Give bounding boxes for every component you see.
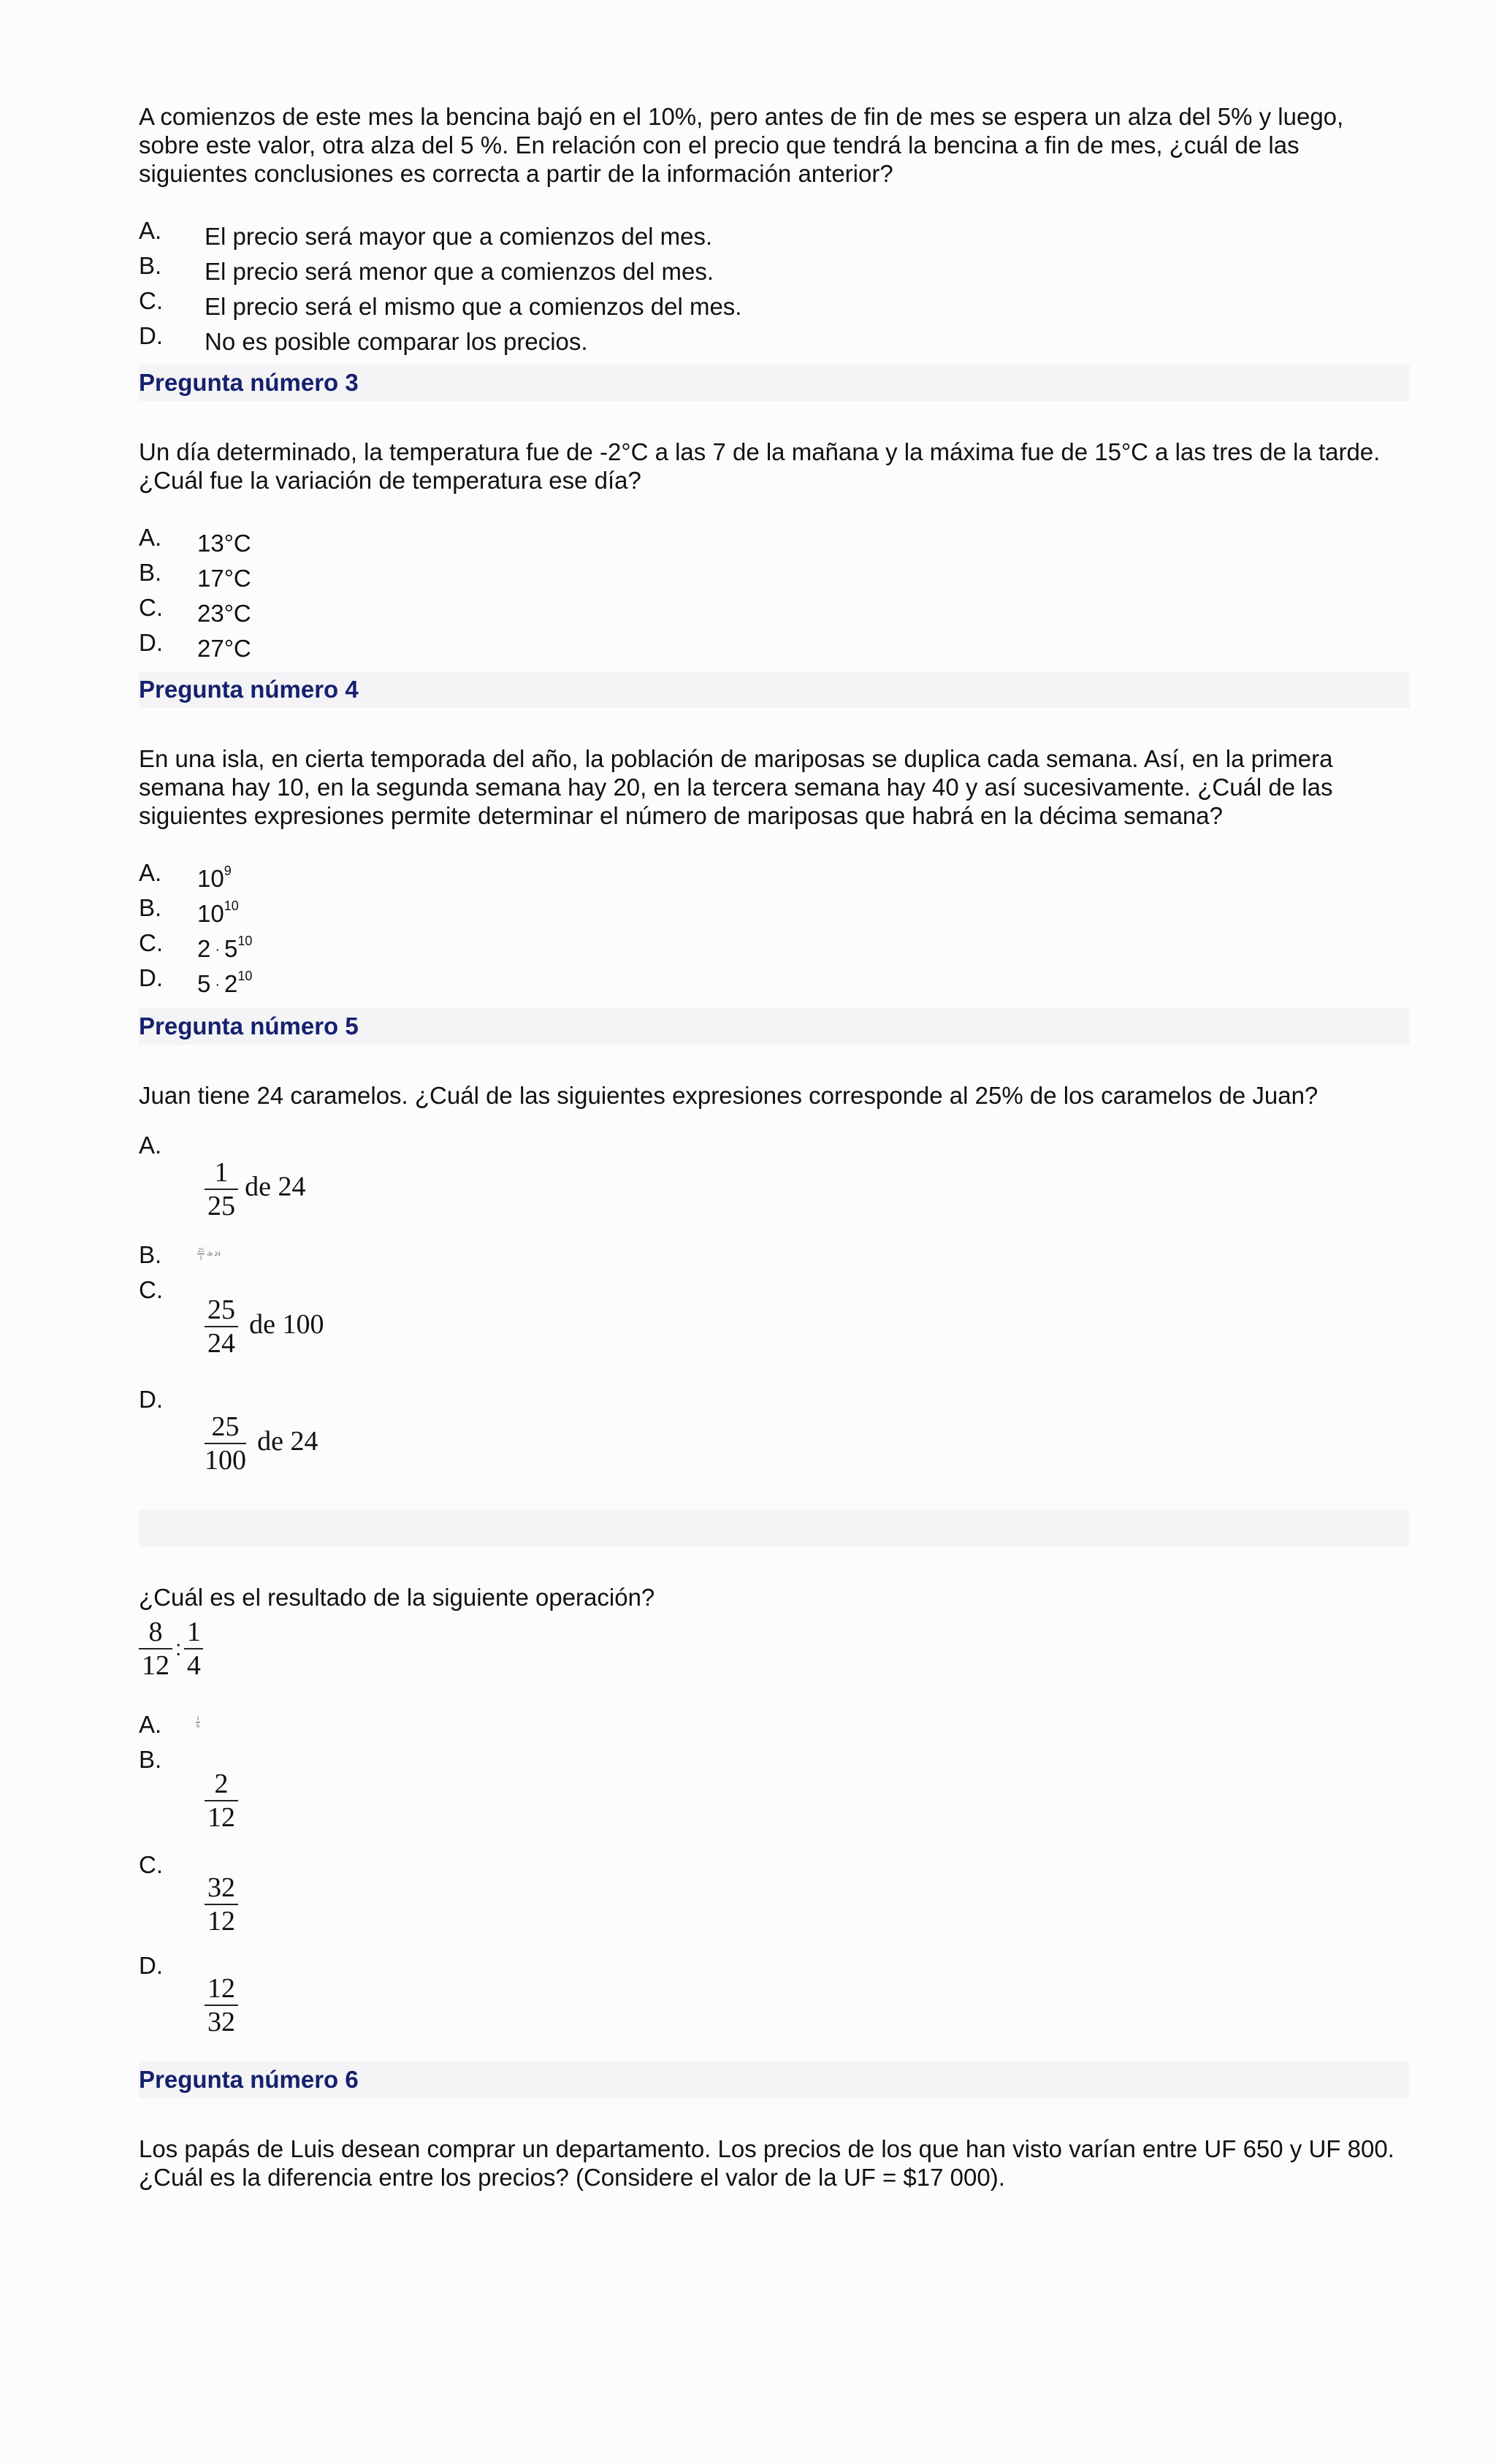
option-text: No es posible comparar los precios. [205, 328, 588, 355]
question-5-options [139, 1132, 1410, 1510]
option-letter: B. [139, 252, 162, 279]
option-letter: C. [139, 1276, 163, 1303]
question-6-header [139, 2061, 1410, 2098]
option-b[interactable] [139, 559, 1410, 594]
option-letter: B. [139, 1241, 162, 1268]
option-d[interactable] [139, 1386, 1410, 1510]
question-unnamed-options [139, 1711, 1410, 2061]
question-6-text: Los papás de Luis desean comprar un departamento. Los precios de los que han visto varían entre UF 650 y UF 800. ¿Cuál es la diferencia entre los precios? (Considere el valor de la UF = $17 000). [139, 2135, 1394, 2191]
question-5-text: Juan tiene 24 caramelos. ¿Cuál de las siguientes expresiones corresponde al 25% de los caramelos de Juan? [139, 1082, 1318, 1109]
option-b[interactable] [139, 1746, 1410, 1851]
option-letter: B. [139, 559, 162, 586]
question-6-title: Pregunta número 6 [139, 2066, 359, 2093]
option-letter: A. [139, 859, 162, 886]
option-c[interactable] [139, 1276, 1410, 1386]
option-a[interactable] [139, 1132, 1410, 1241]
option-letter: C. [139, 929, 163, 956]
question-4-title: Pregunta número 4 [139, 676, 359, 703]
option-c[interactable] [139, 1851, 1410, 1952]
question-2-text: A comienzos de este mes la bencina bajó en el 10%, pero antes de fin de mes se espera un alza del 5% y luego, sobre este valor, otra alza del 5 %. En relación con el precio que tendrá la bencina a fin de mes, ¿cuál de las siguientes conclusiones es correcta a partir de la información anterior? [139, 103, 1344, 187]
question-4-header [139, 671, 1410, 708]
option-text: El precio será menor que a comienzos del mes. [205, 258, 714, 285]
option-d[interactable] [139, 322, 1410, 357]
fraction-expression: $\frac{25}{24}$ de 100 [205, 1294, 324, 1359]
question-2-options [139, 217, 1410, 357]
option-text: 27°C [197, 635, 251, 662]
option-a[interactable] [139, 217, 1410, 252]
question-3-title: Pregunta número 3 [139, 369, 359, 396]
option-letter: B. [139, 1746, 162, 1773]
option-letter: A. [139, 1711, 162, 1738]
fraction-expression: $\frac{12}{32}$ [205, 1972, 238, 2038]
question-3-header [139, 365, 1410, 401]
operation-expression: $\frac{8}{12}$ : $\frac{1}{4}$ [139, 1616, 1410, 1682]
option-b[interactable] [139, 252, 1410, 287]
option-c[interactable] [139, 287, 1410, 322]
option-a[interactable] [139, 859, 1410, 894]
option-d[interactable] [139, 964, 1410, 999]
option-letter: C. [139, 1851, 163, 1878]
question-3-text: Un día determinado, la temperatura fue de -2°C a las 7 de la mañana y la máxima fue de 15°C a las tres de la tarde. ¿Cuál fue la variación de temperatura ese día? [139, 438, 1381, 494]
option-text: 17°C [197, 565, 251, 592]
option-text: 23°C [197, 600, 251, 627]
option-letter: D. [139, 629, 163, 656]
question-4-text: En una isla, en cierta temporada del año, la población de mariposas se duplica cada semana. Así, en la primera semana hay 10, en la segunda semana hay 20, en la tercera semana hay 40 y así sucesivamente. ¿Cuál de las siguientes expresiones permite determinar el número de mariposas que habrá en la décima semana? [139, 745, 1333, 829]
fraction-small: 1 6 [196, 1715, 199, 1729]
option-text: El precio será el mismo que a comienzos del mes. [205, 293, 742, 320]
power-expression: $5 \cdot 2^{10}$ [197, 969, 253, 997]
power-expression: $10^9$ [197, 863, 232, 892]
option-letter: D. [139, 1386, 163, 1413]
quiz-page [139, 102, 1410, 2192]
fraction-expression: $\frac{2}{12}$ [205, 1768, 238, 1834]
option-letter: C. [139, 287, 163, 314]
question-5-header [139, 1008, 1410, 1045]
option-letter: D. [139, 322, 163, 349]
option-c[interactable] [139, 929, 1410, 964]
option-a[interactable] [139, 524, 1410, 559]
power-expression: $10^{10}$ [197, 899, 239, 927]
fraction-expression: $\frac{1}{25}$ de 24 [205, 1156, 306, 1222]
question-5-title: Pregunta número 5 [139, 1012, 359, 1040]
option-letter: A. [139, 524, 162, 551]
option-a[interactable] [139, 1711, 1410, 1746]
fraction-expression: $\frac{25}{100}$ de 24 [205, 1411, 318, 1476]
option-b[interactable] [139, 1241, 1410, 1276]
option-letter: B. [139, 894, 162, 921]
option-text: El precio será mayor que a comienzos del mes. [205, 223, 713, 250]
option-letter: C. [139, 594, 163, 621]
option-letter: D. [139, 1952, 163, 1979]
fraction-expression: $\frac{32}{12}$ [205, 1872, 238, 1937]
option-letter: A. [139, 217, 162, 244]
question-4-options [139, 859, 1410, 999]
option-c[interactable] [139, 594, 1410, 629]
option-d[interactable] [139, 629, 1410, 664]
question-3-options [139, 524, 1410, 664]
question-unnamed-text: ¿Cuál es el resultado de la siguiente operación? [139, 1584, 655, 1611]
option-d[interactable] [139, 1952, 1410, 2061]
option-letter: D. [139, 964, 163, 991]
option-letter: A. [139, 1132, 162, 1159]
fraction-expression-small: 25 1 de 24 [198, 1247, 221, 1261]
question-unnamed-header [139, 1510, 1410, 1546]
option-b[interactable] [139, 894, 1410, 929]
option-text: 13°C [197, 530, 251, 557]
power-expression: $2 \cdot 5^{10}$ [197, 934, 253, 962]
